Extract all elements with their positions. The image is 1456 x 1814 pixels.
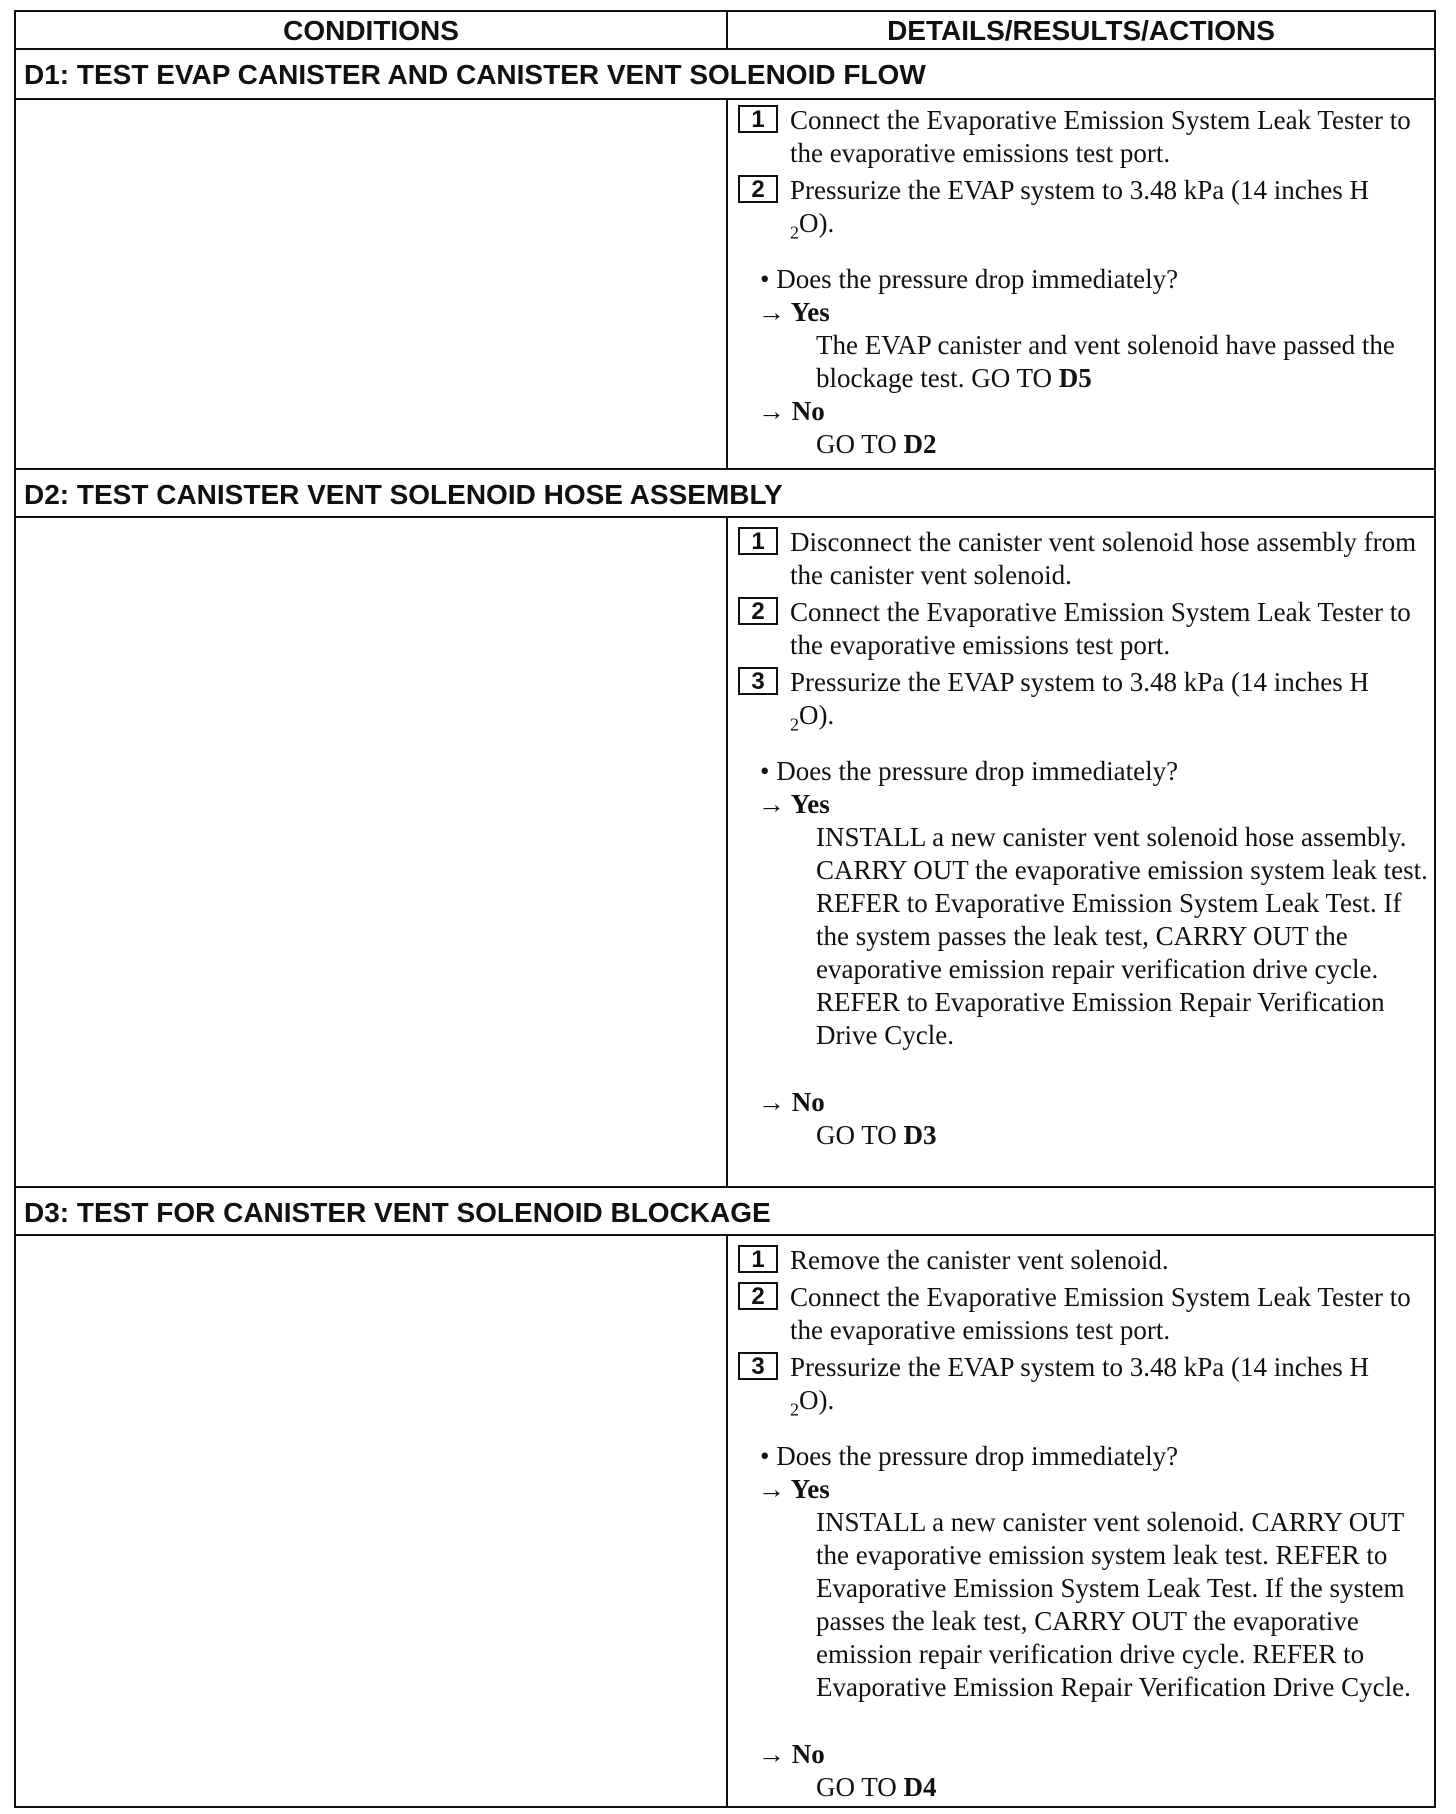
step-text: Pressurize the EVAP system to 3.48 kPa (14 inches H xyxy=(790,1352,1369,1382)
step-text: Pressurize the EVAP system to 3.48 kPa (14 inches H xyxy=(790,667,1369,697)
no-action-text: GO TO xyxy=(816,1120,904,1151)
goto-ref: D2 xyxy=(903,429,937,460)
step-text: Pressurize the EVAP system to 3.48 kPa (14 inches H xyxy=(790,175,1369,205)
yes-action xyxy=(816,329,1430,395)
step-number-badge: 2 xyxy=(738,175,778,203)
no-action xyxy=(816,1119,1430,1152)
question-text: • Does the pressure drop immediately? xyxy=(760,756,1179,787)
diagnostic-table xyxy=(14,10,1436,1808)
no-label: → No xyxy=(758,1739,825,1770)
no-label: → No xyxy=(758,396,825,427)
column-header-row xyxy=(16,12,1434,50)
step-text-end: O). xyxy=(799,700,835,730)
step-number-badge: 3 xyxy=(738,1352,778,1380)
step-item xyxy=(738,526,1430,592)
step-item xyxy=(738,1351,1430,1426)
step-item xyxy=(738,1244,1430,1277)
no-action-text: GO TO xyxy=(816,1772,904,1803)
step-text: Remove the canister vent solenoid. xyxy=(790,1245,1169,1275)
section-body-d2 xyxy=(16,518,1434,1186)
step-text: Connect the Evaporative Emission System Leak Tester to the evaporative emissions test port. xyxy=(790,105,1411,168)
no-action xyxy=(816,1771,1430,1804)
section-title-d3: D3: TEST FOR CANISTER VENT SOLENOID BLOCKAGE xyxy=(16,1186,1434,1236)
question-text: • Does the pressure drop immediately? xyxy=(760,264,1179,295)
yes-label: → Yes xyxy=(758,1474,830,1505)
details-cell-d1 xyxy=(728,100,1434,468)
details-cell-d3 xyxy=(728,1236,1434,1806)
no-label: → No xyxy=(758,1087,825,1118)
step-text: Disconnect the canister vent solenoid hose assembly from the canister vent solenoid. xyxy=(790,527,1417,590)
yes-action-text: INSTALL a new canister vent solenoid hose assembly. CARRY OUT the evaporative emission system leak test. REFER to Evaporative Emission System Leak Test. If the system passes the leak test, CARRY OUT the evaporative emission repair verification drive cycle. REFER to Evaporative Emission Repair Verification Drive Cycle. xyxy=(816,822,1428,1051)
step-text-end: O). xyxy=(799,1385,835,1415)
yes-label: → Yes xyxy=(758,297,830,328)
step-text-subscript: 2 xyxy=(790,222,799,243)
step-text: Connect the Evaporative Emission System Leak Tester to the evaporative emissions test port. xyxy=(790,597,1411,660)
no-action xyxy=(816,428,1430,461)
step-number-badge: 1 xyxy=(738,105,778,133)
details-cell-d2 xyxy=(728,518,1434,1186)
yes-action-text: The EVAP canister and vent solenoid have passed the blockage test. GO TO xyxy=(816,330,1395,394)
step-number-badge: 1 xyxy=(738,527,778,555)
conditions-cell-d2 xyxy=(16,518,728,1186)
step-number-badge: 2 xyxy=(738,1282,778,1310)
yes-label: → Yes xyxy=(758,789,830,820)
step-number-badge: 2 xyxy=(738,597,778,625)
step-text-subscript: 2 xyxy=(790,714,799,735)
step-text-end: O). xyxy=(799,208,835,238)
yes-action-text: INSTALL a new canister vent solenoid. CARRY OUT the evaporative emission system leak test. REFER to Evaporative Emission System Leak Test. If the system passes the leak test, CARRY OUT the evaporative emission repair verification drive cycle. REFER to Evaporative Emission Repair Verification Drive Cycle. xyxy=(816,1507,1411,1703)
no-action-text: GO TO xyxy=(816,429,904,460)
section-body-d3 xyxy=(16,1236,1434,1806)
goto-ref: D4 xyxy=(903,1772,937,1803)
conditions-cell-d1 xyxy=(16,100,728,468)
step-text-subscript: 2 xyxy=(790,1399,799,1420)
step-number-badge: 1 xyxy=(738,1245,778,1273)
goto-ref: D5 xyxy=(1058,363,1092,394)
section-title-d2: D2: TEST CANISTER VENT SOLENOID HOSE ASSEMBLY xyxy=(16,468,1434,518)
conditions-column-header: CONDITIONS xyxy=(16,12,728,48)
step-item xyxy=(738,596,1430,662)
step-text: Connect the Evaporative Emission System Leak Tester to the evaporative emissions test port. xyxy=(790,1282,1411,1345)
step-item xyxy=(738,1281,1430,1347)
details-column-header: DETAILS/RESULTS/ACTIONS xyxy=(887,15,1275,46)
conditions-cell-d3 xyxy=(16,1236,728,1806)
section-body-d1 xyxy=(16,100,1434,468)
step-item xyxy=(738,666,1430,741)
step-item xyxy=(738,104,1430,170)
step-item xyxy=(738,174,1430,249)
question-text: • Does the pressure drop immediately? xyxy=(760,1441,1179,1472)
step-number-badge: 3 xyxy=(738,667,778,695)
section-title-d1: D1: TEST EVAP CANISTER AND CANISTER VENT SOLENOID FLOW xyxy=(16,50,1434,100)
goto-ref: D3 xyxy=(903,1120,937,1151)
